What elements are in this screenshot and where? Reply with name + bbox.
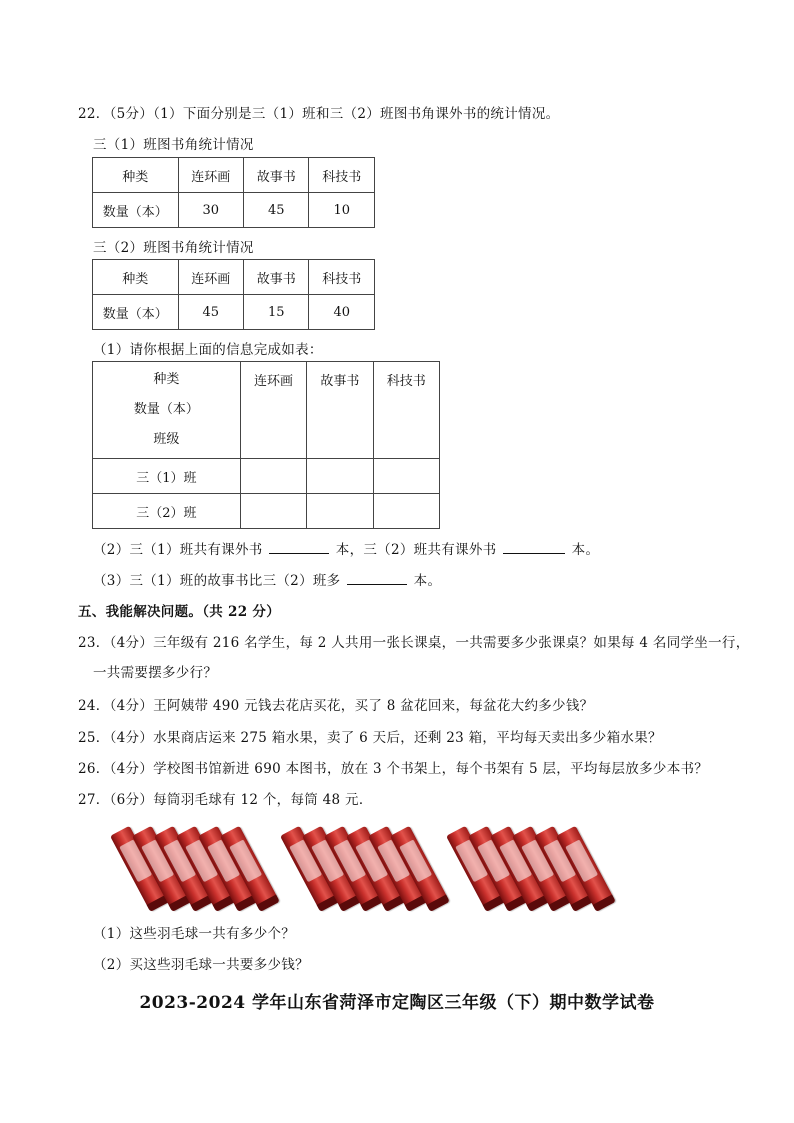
class2-caption: 三（2）班图书角统计情况 [93,240,254,256]
answer-cell[interactable] [307,459,373,494]
answer-cell[interactable] [240,494,306,529]
class2-qty-label: 数量（本） [93,295,179,330]
class1-val-3: 10 [309,193,375,228]
section5-heading: 五、我能解决问题。（共 22 分） [78,604,281,620]
class2-cat-2: 故事书 [244,260,309,295]
q24: 24．（4分）王阿姨带 490 元钱去花店买花，买了 8 盆花回来，每盆花大约多少钱？ [78,698,594,714]
class2-cat-3: 科技书 [309,260,375,295]
q22-sub3-b: 本。 [413,573,442,589]
class1-caption: 三（1）班图书角统计情况 [93,137,254,153]
answer-blank[interactable] [269,541,329,554]
shuttlecock-tubes-group-2 [270,820,430,900]
q22-sub2 [93,538,599,558]
q22-sub3 [93,569,441,589]
answer-cell[interactable] [373,459,439,494]
combined-cat-3: 科技书 [373,362,439,459]
q22-sub2-c: 本。 [571,542,600,558]
combined-row-class2: 三（2）班 [93,494,241,529]
combined-table [92,361,440,529]
answer-blank[interactable] [347,572,407,585]
combined-cat-1: 连环画 [240,362,306,459]
class1-cat-2: 故事书 [244,158,309,193]
q27-sub1: （1）这些羽毛球一共有多少个？ [93,926,296,942]
q22-sub2-a: （2）三（1）班共有课外书 [93,542,263,558]
q23-line2: 一共需要摆多少行？ [93,665,218,681]
class1-cat-1: 连环画 [178,158,243,193]
q22-header: 22．（5分）（1）下面分别是三（1）班和三（2）班图书角课外书的统计情况。 [78,106,560,122]
answer-cell[interactable] [240,459,306,494]
class1-table [92,157,375,228]
answer-blank[interactable] [503,541,565,554]
q25: 25．（4分）水果商店运来 275 箱水果，卖了 6 天后，还剩 23 箱，平均每天卖出多少箱水果？ [78,730,662,746]
exam-title: 2023-2024 学年山东省菏泽市定陶区三年级（下）期中数学试卷 [139,993,655,1013]
combined-header-class: 班级 [153,432,180,447]
class1-qty-label: 数量（本） [93,193,179,228]
class1-val-1: 30 [178,193,243,228]
combined-header-type: 种类 [153,372,180,387]
q22-sub1: （1）请你根据上面的信息完成如表： [93,342,323,358]
combined-row-class1: 三（1）班 [93,459,241,494]
combined-cat-2: 故事书 [307,362,373,459]
q27-sub2: （2）买这些羽毛球一共要多少钱？ [93,957,309,973]
class1-type-label: 种类 [93,158,179,193]
q26: 26．（4分）学校图书馆新进 690 本图书，放在 3 个书架上，每个书架有 5 层，平均每层放多少本书？ [78,761,709,777]
class2-val-2: 15 [244,295,309,330]
class2-cat-1: 连环画 [178,260,243,295]
class2-table [92,259,375,330]
class2-val-1: 45 [178,295,243,330]
answer-cell[interactable] [373,494,439,529]
combined-header-qty: 数量（本） [133,402,199,417]
q23-line1: 23．（4分）三年级有 216 名学生，每 2 人共用一张长课桌，一共需要多少张课桌？如果每 4 名同学坐一行， [78,635,750,651]
class2-type-label: 种类 [93,260,179,295]
combined-header-cell [93,362,241,459]
q22-sub3-a: （3）三（1）班的故事书比三（2）班多 [93,573,341,589]
class1-cat-3: 科技书 [309,158,375,193]
class1-val-2: 45 [244,193,309,228]
shuttlecock-tubes-group-1 [100,820,260,900]
answer-cell[interactable] [307,494,373,529]
q22-sub2-b: 本，三（2）班共有课外书 [335,542,497,558]
class2-val-3: 40 [309,295,375,330]
q27: 27．（6分）每筒羽毛球有 12 个，每筒 48 元． [78,792,373,808]
shuttlecock-tubes-group-3 [436,820,596,900]
